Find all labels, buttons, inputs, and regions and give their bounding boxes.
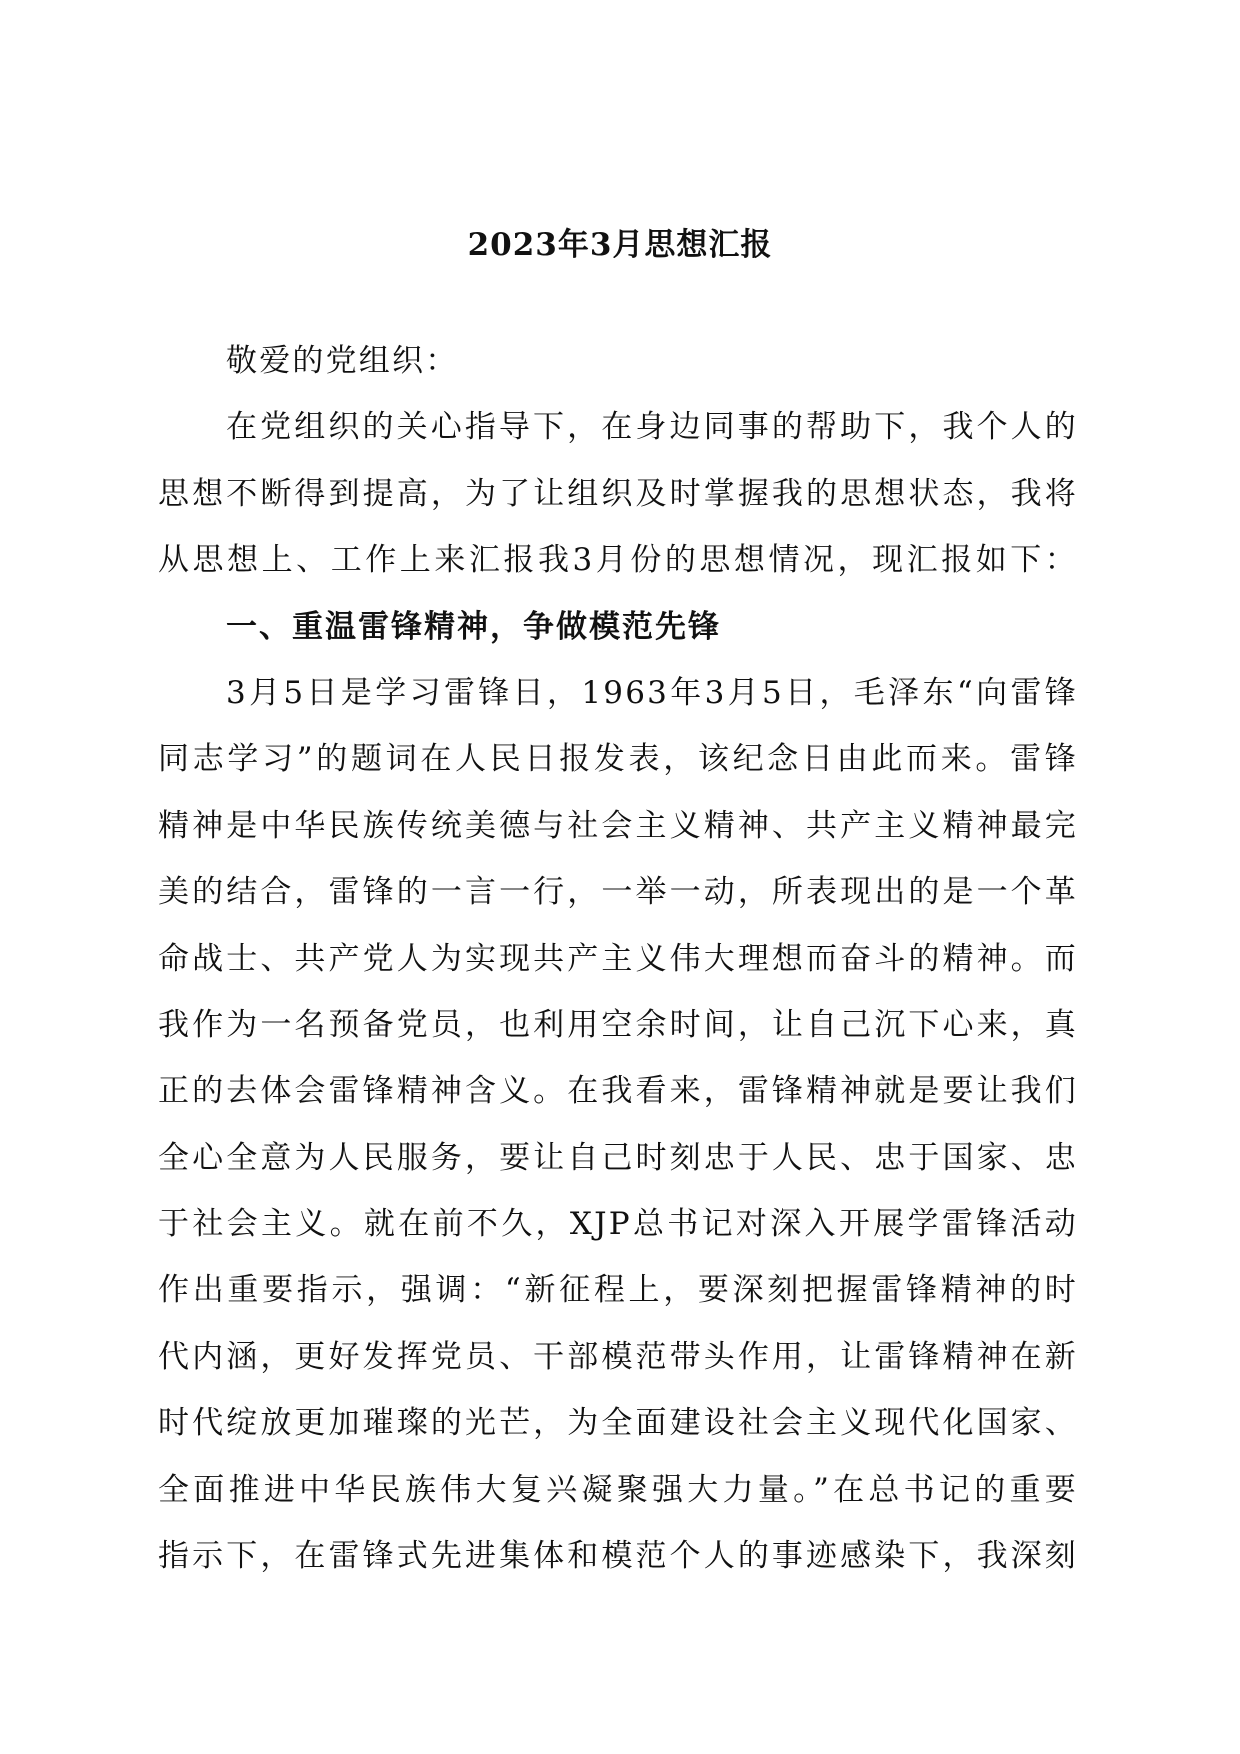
paragraph-line: 正的去体会雷锋精神含义。在我看来，雷锋精神就是要让我们 [158, 1073, 1078, 1110]
paragraph-line: 代内涵，更好发挥党员、干部模范带头作用，让雷锋精神在新 [158, 1338, 1078, 1375]
paragraph-line: 美的结合，雷锋的一言一行，一举一动，所表现出的是一个革 [158, 874, 1078, 911]
paragraph-line: 命战士、共产党人为实现共产主义伟大理想而奋斗的精神。而 [158, 940, 1078, 977]
paragraph-line: 从思想上、工作上来汇报我3月份的思想情况，现汇报如下： [158, 542, 1078, 579]
paragraph-line: 3月5日是学习雷锋日，1963年3月5日，毛泽东“向雷锋 [226, 674, 1078, 711]
paragraph-line: 同志学习”的题词在人民日报发表，该纪念日由此而来。雷锋 [158, 741, 1078, 778]
paragraph-line: 思想不断得到提高，为了让组织及时掌握我的思想状态，我将 [158, 475, 1078, 512]
section-heading: 一、重温雷锋精神，争做模范先锋 [226, 608, 721, 645]
paragraph-line: 精神是中华民族传统美德与社会主义精神、共产主义精神最完 [158, 807, 1078, 844]
paragraph-line: 于社会主义。就在前不久，XJP总书记对深入开展学雷锋活动 [158, 1206, 1078, 1243]
paragraph-line: 在党组织的关心指导下，在身边同事的帮助下，我个人的 [226, 409, 1078, 446]
paragraph-line: 全心全意为人民服务，要让自己时刻忠于人民、忠于国家、忠 [158, 1139, 1078, 1176]
salutation: 敬爱的党组织： [226, 343, 459, 379]
document-title: 2023年3月思想汇报 [467, 227, 773, 263]
paragraph-line: 我作为一名预备党员，也利用空余时间，让自己沉下心来，真 [158, 1006, 1078, 1043]
paragraph-line: 作出重要指示，强调：“新征程上，要深刻把握雷锋精神的时 [158, 1272, 1078, 1309]
document-body [158, 328, 1078, 1589]
paragraph-line: 全面推进中华民族伟大复兴凝聚强大力量。”在总书记的重要 [158, 1471, 1078, 1508]
paragraph-line: 时代绽放更加璀璨的光芒，为全面建设社会主义现代化国家、 [158, 1405, 1078, 1442]
paragraph-line: 指示下，在雷锋式先进集体和模范个人的事迹感染下，我深刻 [158, 1538, 1078, 1575]
